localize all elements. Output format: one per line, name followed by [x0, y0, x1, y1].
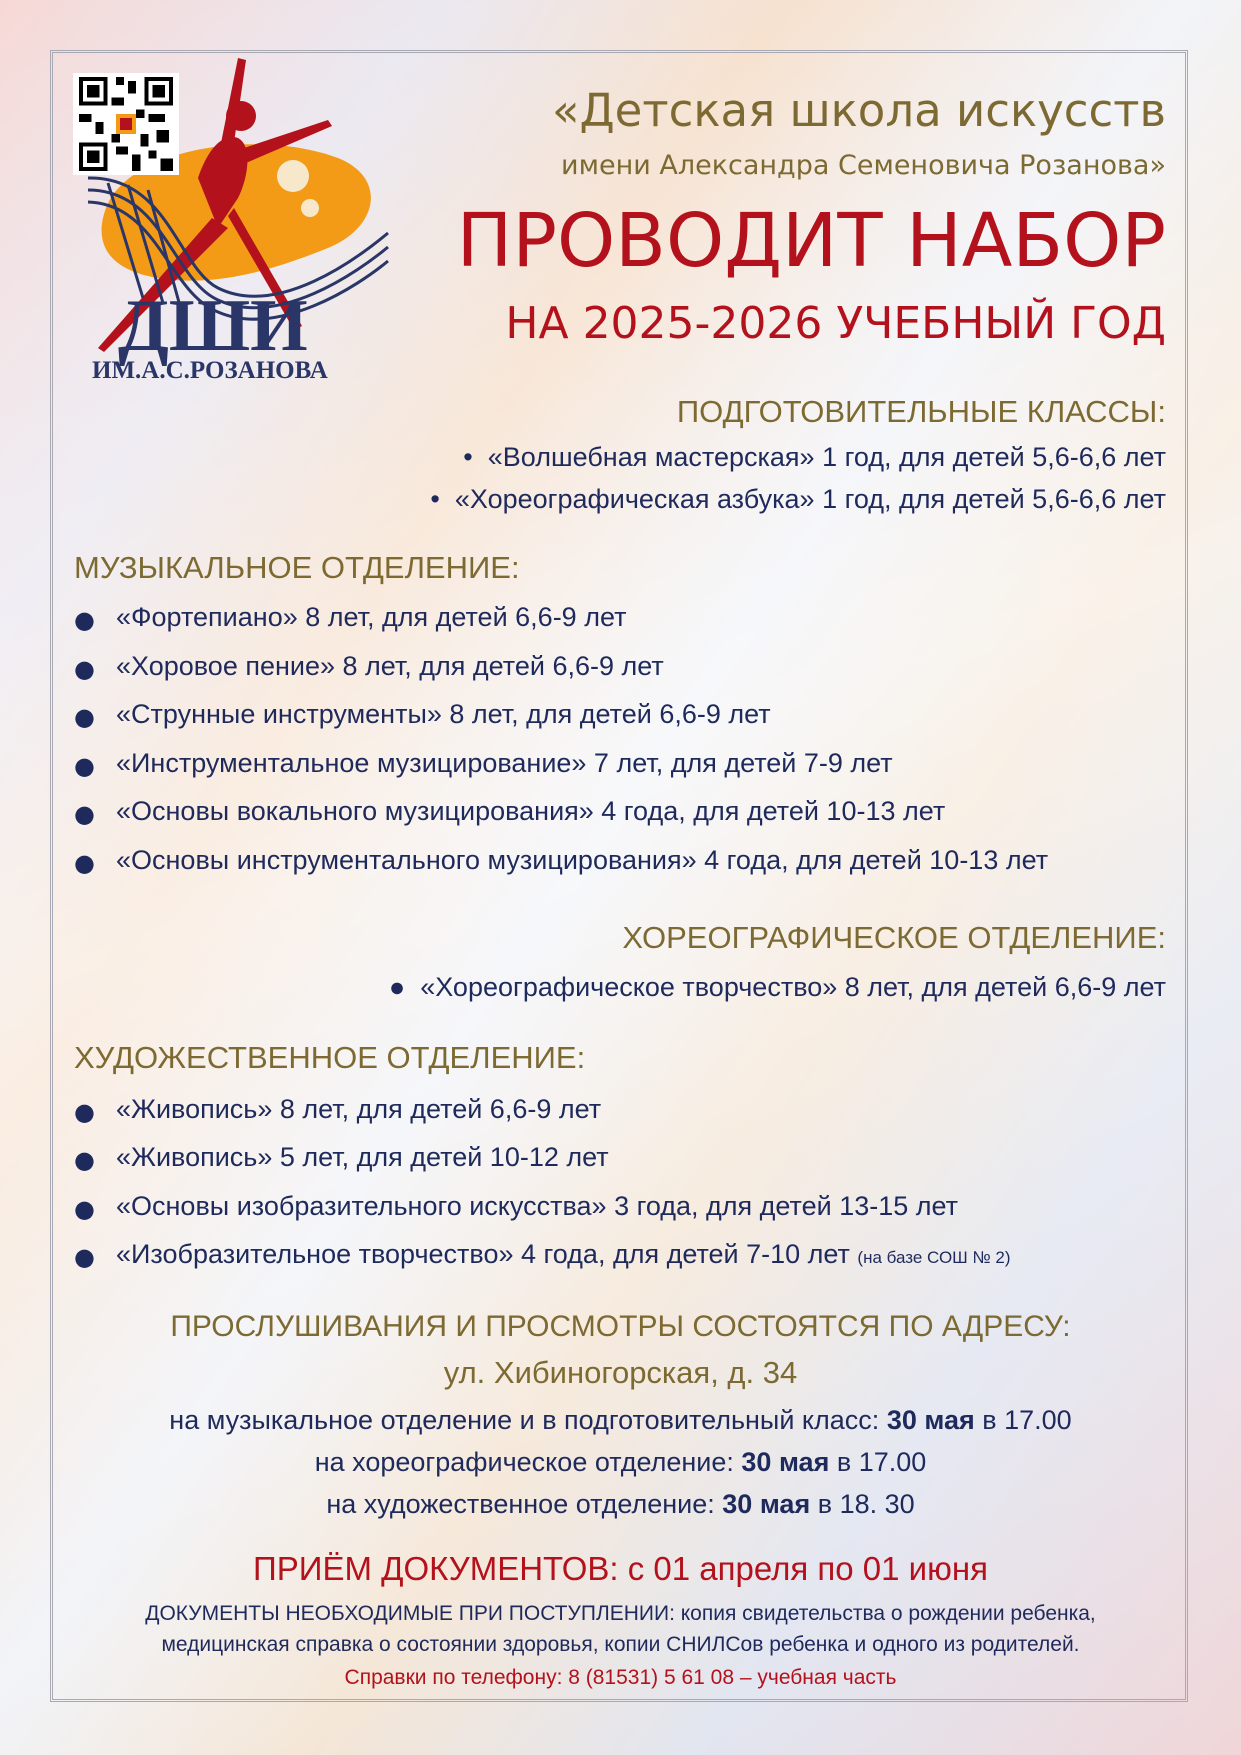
- art-item-1: «Живопись» 8 лет, для детей 6,6-9 лет: [116, 1094, 602, 1124]
- bullet-icon: ●: [74, 1146, 95, 1174]
- prep-title: ПОДГОТОВИТЕЛЬНЫЕ КЛАССЫ:: [676, 394, 1166, 429]
- academic-year: НА 2025-2026 УЧЕБНЫЙ ГОД: [505, 298, 1166, 349]
- prep-item-1: • «Волшебная мастерская» 1 год, для детей 5,6-6,6 лет: [463, 442, 1166, 472]
- music-item-1: «Фортепиано» 8 лет, для детей 6,6-9 лет: [116, 602, 627, 632]
- prep-item-2: • «Хореографическая азбука» 1 год, для детей 5,6-6,6 лет: [430, 484, 1166, 514]
- documents-line2: медицинская справка о состоянии здоровья, копии СНИЛСов ребенка и одного из родителей.: [161, 1633, 1080, 1656]
- art-title: ХУДОЖЕСТВЕННОЕ ОТДЕЛЕНИЕ:: [74, 1040, 586, 1075]
- music-item-3: «Струнные инструменты» 8 лет, для детей 6,6-9 лет: [116, 699, 771, 729]
- school-name-line2: имени Александра Семеновича Розанова»: [561, 150, 1166, 181]
- auditions-address: ул. Хибиногорская, д. 34: [443, 1355, 798, 1390]
- auditions-title: ПРОСЛУШИВАНИЯ И ПРОСМОТРЫ СОСТОЯТСЯ ПО АДРЕСУ:: [170, 1310, 1071, 1343]
- bullet-icon: ●: [74, 606, 95, 634]
- bullet-icon: ●: [74, 800, 95, 828]
- music-item-5: «Основы вокального музицирования» 4 года, для детей 10-13 лет: [116, 796, 946, 826]
- music-item-4: «Инструментальное музицирование» 7 лет, для детей 7-9 лет: [116, 748, 893, 778]
- art-item-3: «Основы изобразительного искусства» 3 года, для детей 13-15 лет: [116, 1191, 958, 1221]
- bullet-icon: ●: [74, 849, 95, 877]
- bullet-icon: ●: [74, 1098, 95, 1126]
- auditions-art: на художественное отделение: 30 мая в 18. 30: [326, 1489, 915, 1519]
- bullet-icon: ●: [74, 703, 95, 731]
- phone-info[interactable]: Справки по телефону: 8 (81531) 5 61 08 – учебная часть: [344, 1666, 897, 1689]
- art-item-4-note: (на базе СОШ № 2): [857, 1248, 1011, 1267]
- dance-item-1: ● «Хореографическое творчество» 8 лет, для детей 6,6-9 лет: [388, 972, 1166, 1002]
- qr-code-icon[interactable]: [73, 73, 179, 175]
- music-item-2: «Хоровое пение» 8 лет, для детей 6,6-9 лет: [116, 651, 664, 681]
- music-item-6: «Основы инструментального музицирования» 4 года, для детей 10-13 лет: [116, 845, 1049, 875]
- logo-text-sub: ИМ.А.С.РОЗАНОВА: [92, 357, 328, 384]
- art-item-2: «Живопись» 5 лет, для детей 10-12 лет: [116, 1142, 609, 1172]
- bullet-icon: ●: [74, 752, 95, 780]
- auditions-dance: на хореографическое отделение: 30 мая в 17.00: [314, 1447, 927, 1477]
- dance-title: ХОРЕОГРАФИЧЕСКОЕ ОТДЕЛЕНИЕ:: [622, 920, 1166, 955]
- bullet-icon: ●: [74, 1195, 95, 1223]
- bullet-icon: ●: [74, 1243, 95, 1271]
- headline: ПРОВОДИТ НАБОР: [456, 198, 1166, 284]
- music-title: МУЗЫКАЛЬНОЕ ОТДЕЛЕНИЕ:: [74, 550, 520, 585]
- logo-text-main: ДШИ: [118, 285, 308, 367]
- art-item-4: «Изобразительное творчество» 4 года, для детей 7-10 лет (на базе СОШ № 2): [116, 1239, 1011, 1269]
- auditions-music: на музыкальное отделение и в подготовительный класс: 30 мая в 17.00: [169, 1405, 1072, 1435]
- documents-line1: ДОКУМЕНТЫ НЕОБХОДИМЫЕ ПРИ ПОСТУПЛЕНИИ: копия свидетельства о рождении ребенка,: [145, 1602, 1096, 1625]
- bullet-icon: ●: [74, 655, 95, 683]
- school-name-line1: «Детская школа искусств: [551, 84, 1166, 137]
- documents-title: ПРИЁМ ДОКУМЕНТОВ: с 01 апреля по 01 июня: [253, 1550, 988, 1587]
